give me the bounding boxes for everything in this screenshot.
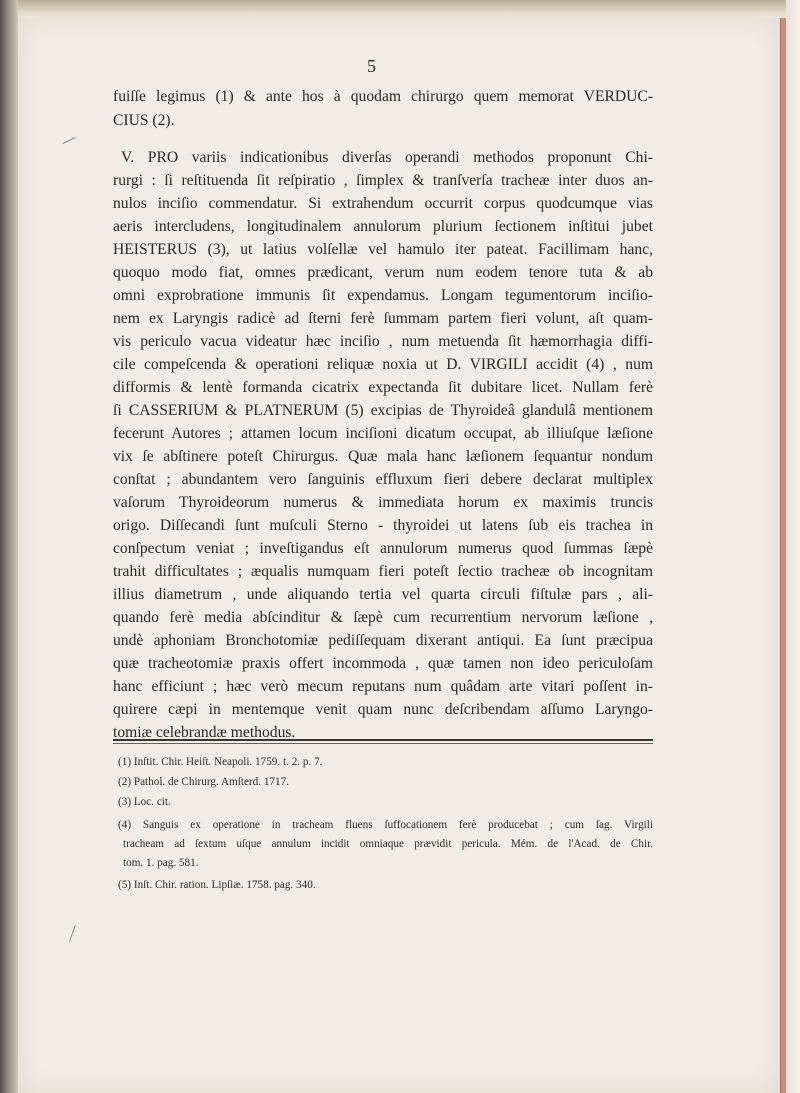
footnote-divider-thin xyxy=(113,743,653,744)
footnote: (1) Inſtit. Chir. Heiſt. Neapoli. 1759. t. 2. p. 7. xyxy=(118,756,323,768)
text-line: quirere cæpi in mentemque venit quam nunc deſcribendam aſſumo Laryngo- xyxy=(113,701,653,718)
text-line: fecerunt Autores ; attamen locum inciſioni dicatum occupat, ab illiuſque læſione xyxy=(113,425,653,442)
text-line: omni exprobratione immunis ſit expendamus. Longam tegumentorum inciſio- xyxy=(113,287,653,304)
text-line: nem ex Laryngis radicè ad ſterni ferè ſummam partem fieri volunt, aſt quam- xyxy=(113,310,653,327)
footnote-continuation: tracheam ad ſextum uſque annulum incidit omniaque prævidit pericula. Mém. de l'Acad. de Chir. xyxy=(123,838,653,850)
text-line: ſi CASSERIUM & PLATNERUM (5) excipias de Thyroideâ glandulâ mentionem xyxy=(113,402,653,419)
footnote: (2) Pathol. de Chirurg. Amſterd. 1717. xyxy=(118,776,290,788)
text-line: fuiſſe legimus (1) & ante hos à quodam chirurgo quem memorat VERDUC- xyxy=(113,88,653,105)
text-line: difformis & lentè formanda cicatrix expectanda ſit dubitare licet. Nullam ferè xyxy=(113,379,653,396)
footnote-continuation: tom. 1. pag. 581. xyxy=(123,857,199,869)
text-line: quæ tracheotomiæ praxis offert incommoda , quæ tamen non ideo periculoſam xyxy=(113,655,653,672)
text-line: cile compeſcenda & operationi reliquæ noxia ut D. VIRGILI accidit (4) , num xyxy=(113,356,653,373)
text-line: conſpectum veniat ; inveſtigandus eſt annulorum numerus quod ſummas ſæpè xyxy=(113,540,653,557)
text-line: vis periculo vacua videatur hæc inciſio , num metuenda ſit hæmorrhagia diffi- xyxy=(113,333,653,350)
text-line: HEISTERUS (3), ut latius volſellæ vel hamulo iter pateat. Facillimam hanc, xyxy=(113,241,653,258)
text-line: aeris intercludens, longitudinalem annulorum plurium ſectionem inſtitui jubet xyxy=(113,218,653,235)
footnote: (3) Loc. cit. xyxy=(118,796,171,808)
right-margin-strip xyxy=(786,0,800,1093)
book-spine-shadow xyxy=(0,0,18,1093)
text-line: quando ferè media abſcinditur & ſæpè cum recurrentium nervorum læſione , xyxy=(113,609,653,626)
text-line: nulos inciſio commendatur. Si extrahendum occurrit corpus quodcumque vias xyxy=(113,195,653,212)
page-number: 5 xyxy=(367,56,376,76)
text-line: rurgi : ſi reſtituenda ſit reſpiratio , ſimplex & tranſverſa tracheæ inter duos an- xyxy=(113,172,653,189)
text-line: CIUS (2). xyxy=(113,112,175,129)
text-line: origo. Diſſecandi ſunt muſculi Sterno - thyroidei ut latens ſub eis trachea in xyxy=(113,517,653,534)
text-line: illius diametrum , unde aliquando tertia vel quarta circuli fiſtulæ pars , ali- xyxy=(113,586,653,603)
text-line: trahit difficultates ; æqualis numquam fieri poteſt ſectio tracheæ ob incognitam xyxy=(113,563,653,580)
text-line: quoquo modo fiat, omnes prædicant, verum num eodem tenore tuta & ab xyxy=(113,264,653,281)
footnote-divider xyxy=(113,739,653,741)
text-line: hanc efficiunt ; hæc verò mecum reputans num quâdam arte vitari poſſent in- xyxy=(113,678,653,695)
text-line: conſtat ; abundantem vero ſanguinis effluxum fieri debere declarat multiplex xyxy=(113,471,653,488)
text-line: vix ſe abſtinere poteſt Chirurgus. Quæ mala hanc læſionem ſequantur nondum xyxy=(113,448,653,465)
footnote: (5) Inſt. Chir. ration. Lipſiæ. 1758. pag. 340. xyxy=(118,879,316,891)
text-line: V. PRO variis indicationibus diverſas operandi methodos proponunt Chi- xyxy=(121,149,653,166)
text-line: tomiæ celebrandæ methodus. xyxy=(113,724,296,741)
text-line: vaſorum Thyroideorum numerus & immediata horum ex maximis truncis xyxy=(113,494,653,511)
footnote: (4) Sanguis ex operatione in tracheam fluens ſuffocationem ferè producebat ; cum ſag. Virgili xyxy=(118,819,653,831)
text-line: undè aphoniam Bronchotomiæ pediſſequam dixerant antiqui. Ea ſunt præcipua xyxy=(113,632,653,649)
